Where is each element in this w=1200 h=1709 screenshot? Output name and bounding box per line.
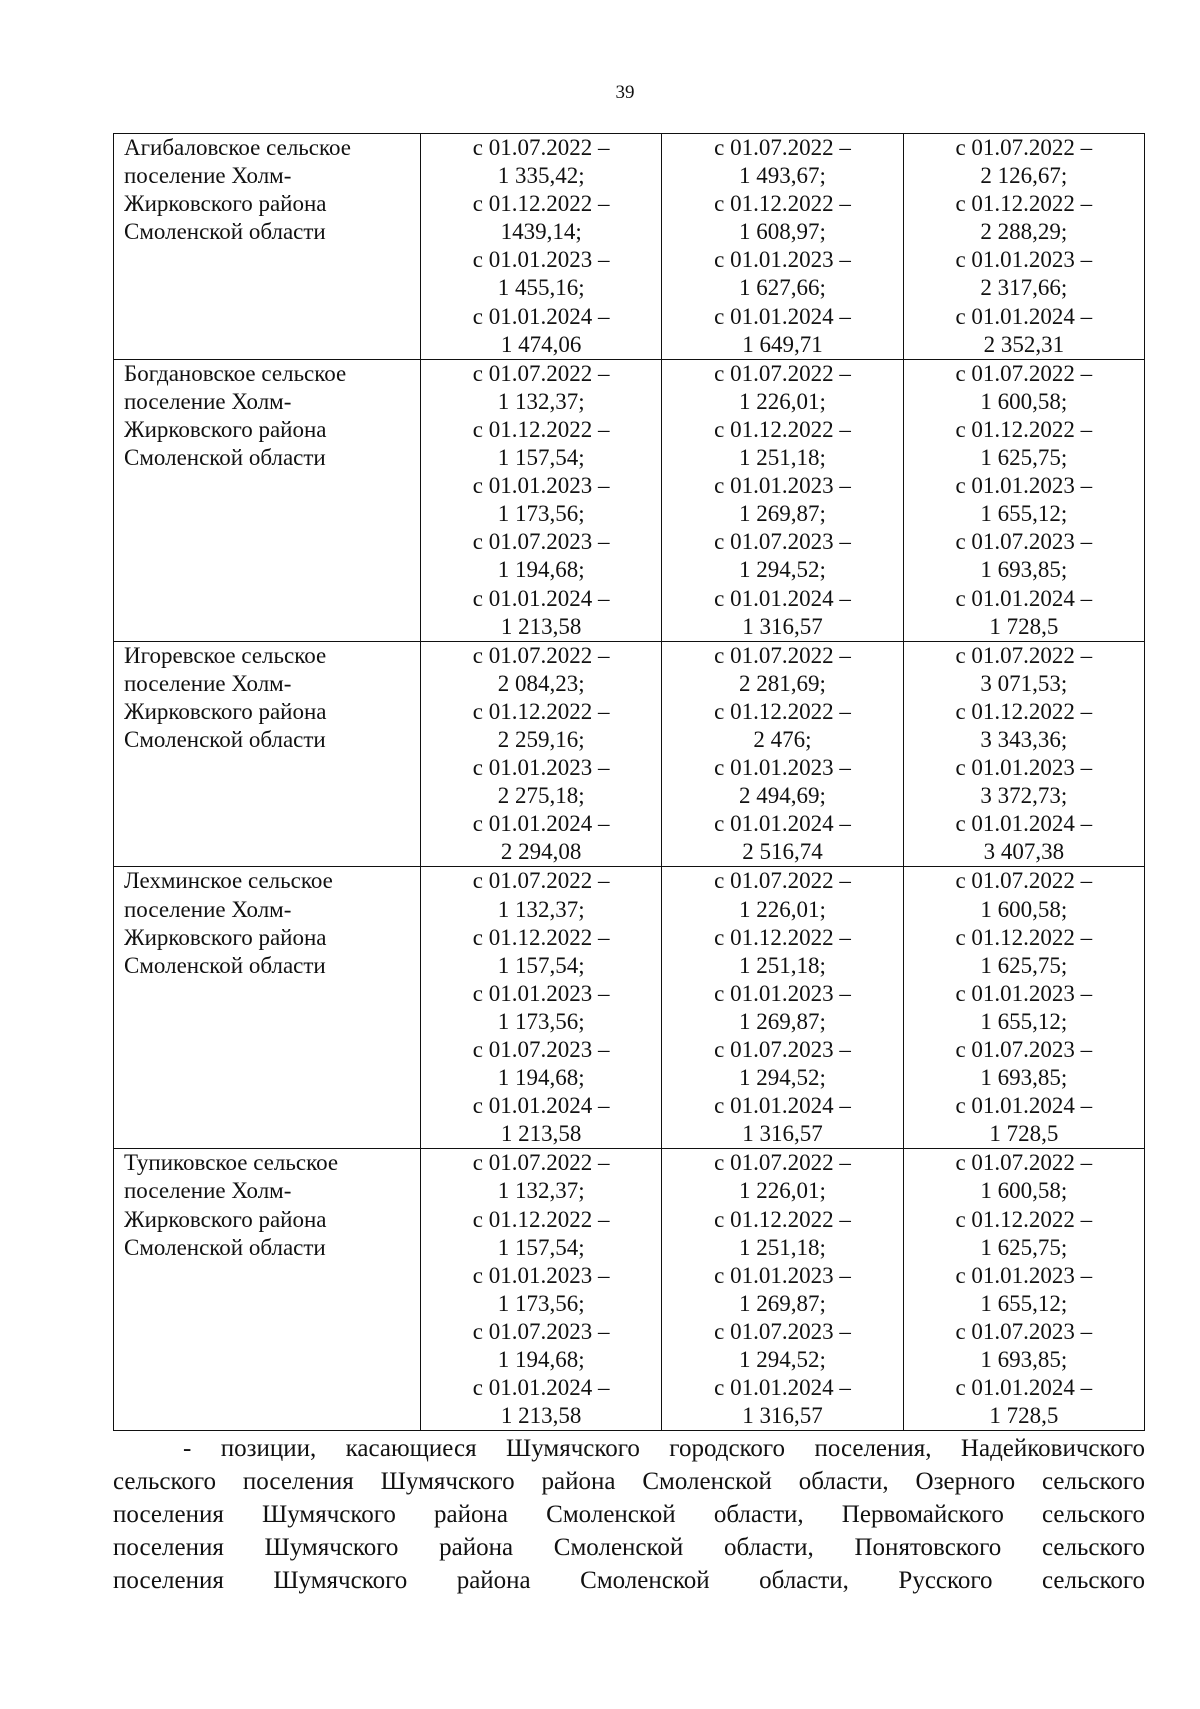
tariff-date-line: с 01.07.2022 – bbox=[472, 135, 610, 160]
paragraph-line: - позиции, касающиеся Шумячского городского поселения, Надейковичского bbox=[183, 1435, 1145, 1462]
tariff-cell-col-2 bbox=[662, 641, 903, 867]
tariff-value-line: 1 693,85; bbox=[980, 1065, 1068, 1091]
tariff-date-line: с 01.01.2023 – bbox=[714, 1262, 851, 1288]
tariff-date-line: с 01.07.2023 – bbox=[714, 1037, 851, 1062]
settlement-name-line: поселение Холм- bbox=[124, 163, 292, 189]
tariff-date-line: с 01.01.2023 – bbox=[714, 247, 851, 273]
settlement-name-line: Жирковского района bbox=[124, 416, 327, 442]
tariff-value-line: 1 251,18; bbox=[739, 1234, 826, 1260]
tariff-date-line: с 01.07.2022 – bbox=[714, 360, 851, 386]
tariff-date-line: с 01.01.2023 – bbox=[955, 1262, 1093, 1288]
tariff-value-line: 1 194,68; bbox=[497, 1347, 585, 1373]
tariff-date-line: с 01.12.2022 – bbox=[714, 1206, 851, 1232]
tariff-value-line: 1 269,87; bbox=[739, 501, 826, 527]
tariff-date-line: с 01.07.2022 – bbox=[955, 360, 1093, 386]
table-row bbox=[114, 867, 1145, 1149]
tariff-date-line: с 01.01.2024 – bbox=[472, 1375, 610, 1401]
tariff-value-line: 3 407,38 bbox=[983, 839, 1065, 865]
settlement-name-line: Агибаловское сельское bbox=[124, 135, 351, 160]
tariff-date-line: с 01.07.2022 – bbox=[714, 868, 851, 894]
tariff-date-line: с 01.01.2024 – bbox=[472, 585, 610, 611]
settlement-name-line: Смоленской области bbox=[124, 219, 326, 245]
tariff-value-line: 1 173,56; bbox=[497, 1008, 585, 1034]
tariff-value-line: 1 226,01; bbox=[739, 896, 826, 922]
table-row bbox=[114, 641, 1145, 867]
tariff-cell-col-2 bbox=[662, 359, 903, 641]
settlement-name-line: Жирковского района bbox=[124, 191, 327, 217]
tariff-date-line: с 01.01.2023 – bbox=[955, 755, 1093, 781]
tariff-date-line: с 01.01.2023 – bbox=[472, 247, 610, 273]
tariff-date-line: с 01.07.2023 – bbox=[472, 529, 610, 555]
tariff-date-line: с 01.07.2023 – bbox=[714, 529, 851, 555]
tariff-value-line: 1 173,56; bbox=[497, 1290, 585, 1316]
tariff-cell-col-2 bbox=[662, 1149, 903, 1431]
tariff-date-line: с 01.12.2022 – bbox=[714, 924, 851, 950]
tariff-value-line: 3 071,53; bbox=[980, 670, 1068, 696]
settlement-name-line: поселение Холм- bbox=[124, 388, 292, 414]
tariff-value-line: 1 728,5 bbox=[989, 613, 1059, 639]
tariff-date-line: с 01.07.2023 – bbox=[714, 1318, 851, 1344]
tariff-date-line: с 01.07.2023 – bbox=[955, 1037, 1093, 1062]
tariff-date-line: с 01.07.2023 – bbox=[955, 529, 1093, 555]
tariff-date-line: с 01.07.2022 – bbox=[714, 1150, 851, 1176]
tariff-date-line: с 01.01.2023 – bbox=[714, 473, 851, 499]
tariff-value-line: 2 516,74 bbox=[742, 839, 823, 865]
paragraph-line: сельского поселения Шумячского района Смоленской области, Озерного сельского bbox=[113, 1468, 1145, 1495]
settlement-name-line: Жирковского района bbox=[124, 698, 327, 724]
paragraph-line: поселения Шумячского района Смоленской области, Русского сельского bbox=[113, 1567, 1145, 1594]
tariff-cell-col-1 bbox=[421, 1149, 662, 1431]
settlement-name-cell bbox=[114, 1149, 421, 1431]
tariff-value-line: 1 157,54; bbox=[497, 952, 585, 978]
settlement-name-cell bbox=[114, 359, 421, 641]
tariff-value-line: 1 474,06 bbox=[500, 331, 582, 357]
tariff-date-line: с 01.01.2024 – bbox=[472, 1093, 610, 1119]
tariff-cell-col-1 bbox=[421, 359, 662, 641]
tariff-date-line: с 01.12.2022 – bbox=[472, 191, 610, 217]
tariff-cell-col-3 bbox=[903, 641, 1144, 867]
tariff-date-line: с 01.01.2024 – bbox=[955, 811, 1093, 837]
tariff-value-line: 1 269,87; bbox=[739, 1008, 826, 1034]
tariff-value-line: 1 625,75; bbox=[980, 445, 1068, 471]
tariff-value-line: 1 294,52; bbox=[739, 1065, 826, 1091]
tariff-value-line: 1 625,75; bbox=[980, 1234, 1068, 1260]
tariff-date-line: с 01.07.2023 – bbox=[955, 1318, 1093, 1344]
paragraph-line: поселения Шумячского района Смоленской области, Первомайского сельского bbox=[113, 1501, 1145, 1528]
tariff-value-line: 2 281,69; bbox=[739, 670, 826, 696]
tariff-value-line: 1 627,66; bbox=[739, 275, 826, 301]
tariff-date-line: с 01.12.2022 – bbox=[714, 416, 851, 442]
tariff-date-line: с 01.01.2023 – bbox=[714, 980, 851, 1006]
settlement-name-cell bbox=[114, 641, 421, 867]
tariff-value-line: 1 455,16; bbox=[497, 275, 585, 301]
table-row bbox=[114, 134, 1145, 360]
tariff-date-line: с 01.07.2022 – bbox=[472, 360, 610, 386]
tariff-value-line: 1 316,57 bbox=[742, 1121, 823, 1147]
tariff-value-line: 1 226,01; bbox=[739, 388, 826, 414]
tariff-value-line: 1 649,71 bbox=[742, 331, 823, 357]
tariff-value-line: 1 194,68; bbox=[497, 1065, 585, 1091]
settlement-name-line: поселение Холм- bbox=[124, 670, 292, 696]
tariff-date-line: с 01.12.2022 – bbox=[472, 1206, 610, 1232]
tariff-date-line: с 01.12.2022 – bbox=[955, 1206, 1093, 1232]
settlement-name-line: Игоревское сельское bbox=[124, 642, 327, 668]
tariff-value-line: 1 213,58 bbox=[500, 1121, 582, 1147]
tariff-cell-col-3 bbox=[903, 134, 1144, 360]
settlement-name-line: Смоленской области bbox=[124, 952, 326, 978]
tariff-cell-col-3 bbox=[903, 1149, 1144, 1431]
tariff-date-line: с 01.12.2022 – bbox=[714, 191, 851, 217]
tariff-date-line: с 01.01.2023 – bbox=[714, 755, 851, 781]
tariff-value-line: 1 213,58 bbox=[500, 1403, 582, 1429]
tariff-value-line: 1 194,68; bbox=[497, 557, 585, 583]
tariff-value-line: 1 316,57 bbox=[742, 613, 823, 639]
tariff-value-line: 2 294,08 bbox=[500, 839, 582, 865]
tariff-value-line: 1 693,85; bbox=[980, 1347, 1068, 1373]
settlement-name-line: Смоленской области bbox=[124, 445, 326, 471]
table-row bbox=[114, 359, 1145, 641]
tariff-value-line: 1 600,58; bbox=[980, 1178, 1068, 1204]
tariff-date-line: с 01.12.2022 – bbox=[472, 698, 610, 724]
tariff-date-line: с 01.01.2024 – bbox=[714, 303, 851, 329]
tariff-value-line: 1 132,37; bbox=[497, 388, 585, 414]
tariff-cell-col-1 bbox=[421, 134, 662, 360]
tariff-date-line: с 01.12.2022 – bbox=[955, 191, 1093, 217]
settlement-name-cell bbox=[114, 867, 421, 1149]
tariff-table bbox=[113, 133, 1145, 1431]
tariff-date-line: с 01.01.2023 – bbox=[955, 473, 1093, 499]
tariff-date-line: с 01.01.2024 – bbox=[714, 1375, 851, 1401]
tariff-value-line: 1 157,54; bbox=[497, 445, 585, 471]
tariff-date-line: с 01.07.2022 – bbox=[714, 642, 851, 668]
settlement-name-line: поселение Холм- bbox=[124, 1178, 292, 1204]
tariff-value-line: 1 728,5 bbox=[989, 1121, 1059, 1147]
tariff-value-line: 1 608,97; bbox=[739, 219, 826, 245]
tariff-value-line: 2 084,23; bbox=[497, 670, 585, 696]
tariff-date-line: с 01.07.2023 – bbox=[472, 1318, 610, 1344]
tariff-date-line: с 01.12.2022 – bbox=[955, 416, 1093, 442]
tariff-cell-col-2 bbox=[662, 867, 903, 1149]
table-row bbox=[114, 1149, 1145, 1431]
tariff-value-line: 1 132,37; bbox=[497, 896, 585, 922]
tariff-cell-col-1 bbox=[421, 641, 662, 867]
tariff-date-line: с 01.07.2022 – bbox=[714, 135, 851, 160]
tariff-value-line: 2 476; bbox=[753, 726, 812, 752]
tariff-value-line: 1 600,58; bbox=[980, 388, 1068, 414]
settlement-name-line: Тупиковское сельское bbox=[124, 1150, 339, 1176]
tariff-date-line: с 01.07.2023 – bbox=[472, 1037, 610, 1062]
body-paragraph bbox=[113, 1432, 1145, 1597]
tariff-value-line: 1 625,75; bbox=[980, 952, 1068, 978]
tariff-value-line: 1 493,67; bbox=[739, 163, 826, 189]
tariff-value-line: 1 316,57 bbox=[742, 1403, 823, 1429]
page-number: 39 bbox=[615, 82, 635, 103]
settlement-name-cell bbox=[114, 134, 421, 360]
tariff-date-line: с 01.12.2022 – bbox=[472, 924, 610, 950]
tariff-value-line: 1 655,12; bbox=[980, 1290, 1068, 1316]
tariff-value-line: 1 600,58; bbox=[980, 896, 1068, 922]
tariff-date-line: с 01.01.2024 – bbox=[955, 1375, 1093, 1401]
tariff-date-line: с 01.01.2023 – bbox=[955, 980, 1093, 1006]
tariff-date-line: с 01.01.2024 – bbox=[714, 811, 851, 837]
settlement-name-line: Смоленской области bbox=[124, 726, 326, 752]
tariff-date-line: с 01.12.2022 – bbox=[714, 698, 851, 724]
tariff-value-line: 1 132,37; bbox=[497, 1178, 585, 1204]
settlement-name-line: Жирковского района bbox=[124, 1206, 327, 1232]
tariff-value-line: 1 655,12; bbox=[980, 501, 1068, 527]
tariff-value-line: 1 213,58 bbox=[500, 613, 582, 639]
tariff-date-line: с 01.01.2024 – bbox=[955, 1093, 1093, 1119]
tariff-date-line: с 01.07.2022 – bbox=[955, 868, 1093, 894]
tariff-date-line: с 01.12.2022 – bbox=[955, 698, 1093, 724]
tariff-date-line: с 01.01.2024 – bbox=[472, 811, 610, 837]
tariff-date-line: с 01.01.2024 – bbox=[472, 303, 610, 329]
paragraph-line: поселения Шумячского района Смоленской области, Понятовского сельского bbox=[113, 1534, 1145, 1561]
tariff-date-line: с 01.07.2022 – bbox=[955, 1150, 1093, 1176]
tariff-value-line: 1 294,52; bbox=[739, 557, 826, 583]
tariff-date-line: с 01.12.2022 – bbox=[955, 924, 1093, 950]
tariff-value-line: 2 259,16; bbox=[497, 726, 585, 752]
tariff-value-line: 1 335,42; bbox=[497, 163, 585, 189]
tariff-value-line: 1 269,87; bbox=[739, 1290, 826, 1316]
tariff-date-line: с 01.01.2024 – bbox=[955, 585, 1093, 611]
tariff-value-line: 3 343,36; bbox=[980, 726, 1068, 752]
tariff-value-line: 1 728,5 bbox=[989, 1403, 1059, 1429]
tariff-date-line: с 01.01.2023 – bbox=[472, 755, 610, 781]
tariff-date-line: с 01.01.2023 – bbox=[955, 247, 1093, 273]
tariff-value-line: 1 693,85; bbox=[980, 557, 1068, 583]
tariff-date-line: с 01.07.2022 – bbox=[472, 868, 610, 894]
tariff-date-line: с 01.07.2022 – bbox=[955, 642, 1093, 668]
settlement-name-line: Жирковского района bbox=[124, 924, 327, 950]
tariff-date-line: с 01.07.2022 – bbox=[955, 135, 1093, 160]
settlement-name-line: Богдановское сельское bbox=[124, 360, 347, 386]
tariff-value-line: 2 352,31 bbox=[983, 331, 1065, 357]
tariff-date-line: с 01.01.2024 – bbox=[714, 1093, 851, 1119]
settlement-name-line: поселение Холм- bbox=[124, 896, 292, 922]
tariff-date-line: с 01.01.2024 – bbox=[955, 303, 1093, 329]
tariff-value-line: 2 275,18; bbox=[497, 783, 585, 809]
tariff-value-line: 2 288,29; bbox=[980, 219, 1068, 245]
tariff-value-line: 1 173,56; bbox=[497, 501, 585, 527]
tariff-date-line: с 01.01.2023 – bbox=[472, 473, 610, 499]
tariff-date-line: с 01.07.2022 – bbox=[472, 1150, 610, 1176]
tariff-cell-col-3 bbox=[903, 867, 1144, 1149]
tariff-value-line: 1 294,52; bbox=[739, 1347, 826, 1373]
tariff-value-line: 1 251,18; bbox=[739, 445, 826, 471]
tariff-date-line: с 01.01.2023 – bbox=[472, 1262, 610, 1288]
tariff-cell-col-3 bbox=[903, 359, 1144, 641]
tariff-value-line: 1 226,01; bbox=[739, 1178, 826, 1204]
tariff-cell-col-1 bbox=[421, 867, 662, 1149]
tariff-date-line: с 01.01.2023 – bbox=[472, 980, 610, 1006]
tariff-table-body bbox=[114, 134, 1145, 1431]
tariff-date-line: с 01.07.2022 – bbox=[472, 642, 610, 668]
tariff-value-line: 2 126,67; bbox=[980, 163, 1068, 189]
tariff-value-line: 2 494,69; bbox=[739, 783, 826, 809]
tariff-value-line: 1 157,54; bbox=[497, 1234, 585, 1260]
tariff-value-line: 2 317,66; bbox=[980, 275, 1068, 301]
settlement-name-line: Смоленской области bbox=[124, 1234, 326, 1260]
tariff-value-line: 1 251,18; bbox=[739, 952, 826, 978]
tariff-date-line: с 01.12.2022 – bbox=[472, 416, 610, 442]
settlement-name-line: Лехминское сельское bbox=[124, 868, 333, 894]
tariff-cell-col-2 bbox=[662, 134, 903, 360]
tariff-value-line: 1 655,12; bbox=[980, 1008, 1068, 1034]
tariff-value-line: 3 372,73; bbox=[980, 783, 1068, 809]
tariff-date-line: с 01.01.2024 – bbox=[714, 585, 851, 611]
tariff-value-line: 1439,14; bbox=[500, 219, 582, 245]
